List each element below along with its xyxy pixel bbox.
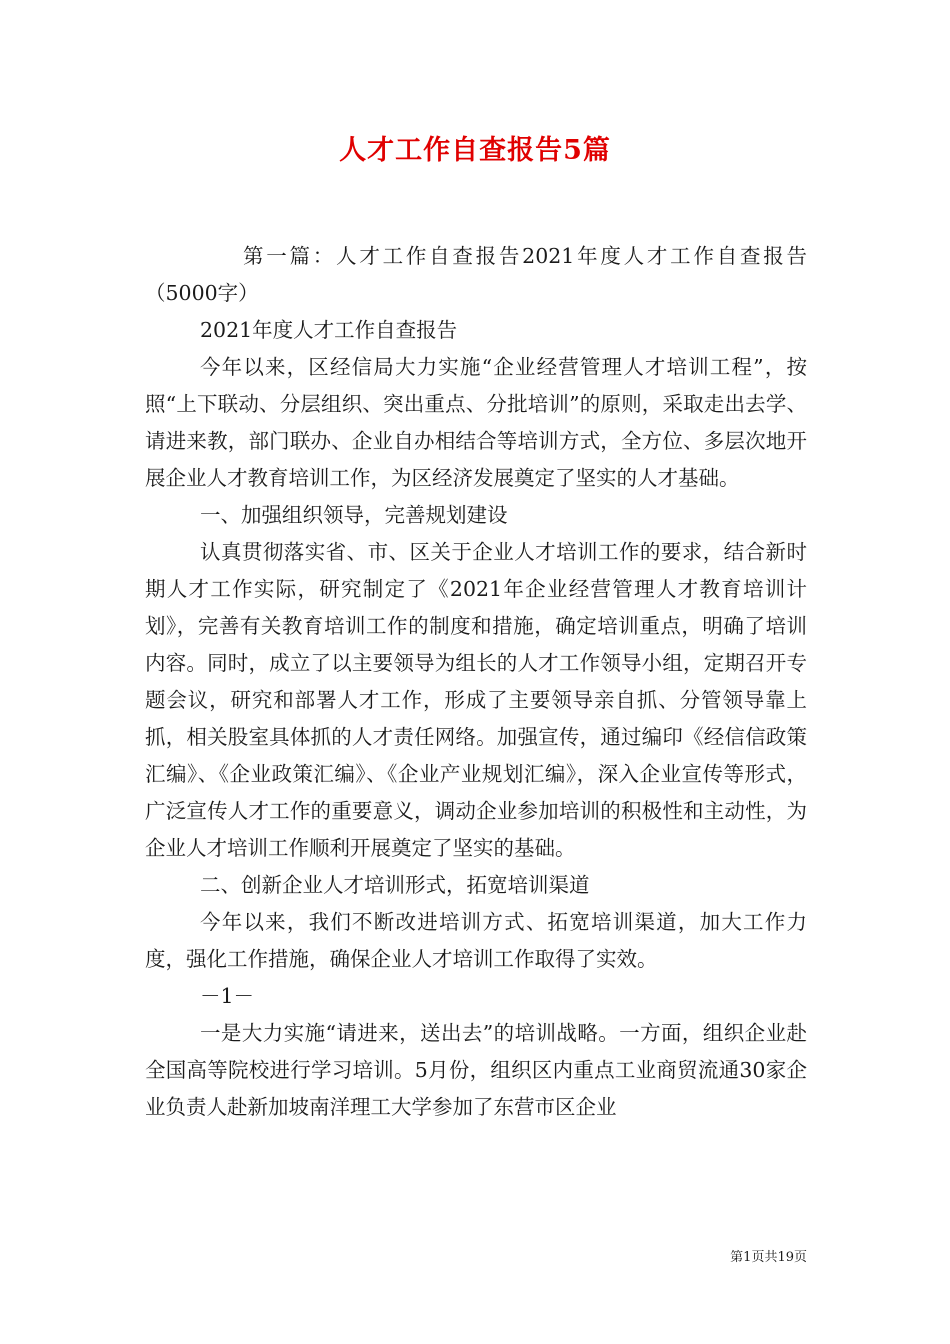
inline-page-number: －1－: [200, 984, 255, 1008]
document-title: 人才工作自查报告5篇: [339, 135, 611, 166]
paragraph-heading: 第一篇：人才工作自查报告2021年度人才工作自查报告（5000字）: [145, 244, 807, 305]
paragraph-intro: 今年以来，区经信局大力实施“企业经营管理人才培训工程”，按照“上下联动、分层组织、突出重点、分批培训”的原则，采取走出去学、请进来教，部门联办、企业自办相结合等培训方式，全方位、多层次地开展企业人才教育培训工作，为区经济发展奠定了坚实的人才基础。: [145, 355, 807, 490]
document-body: [145, 238, 807, 1126]
page-footer: 第1页共19页: [730, 1250, 807, 1265]
paragraph-section-1: 认真贯彻落实省、市、区关于企业人才培训工作的要求，结合新时期人才工作实际，研究制定了《2021年企业经营管理人才教育培训计划》，完善有关教育培训工作的制度和措施，确定培训重点，明确了培训内容。同时，成立了以主要领导为组长的人才工作领导小组，定期召开专题会议，研究和部署人才工作，形成了主要领导亲自抓、分管领导靠上抓，相关股室具体抓的人才责任网络。加强宣传，通过编印《经信信政策汇编》、《企业政策汇编》、《企业产业规划汇编》，深入企业宣传等形式，广泛宣传人才工作的重要意义，调动企业参加培训的积极性和主动性，为企业人才培训工作顺利开展奠定了坚实的基础。: [145, 540, 807, 860]
paragraph-subtitle: 2021年度人才工作自查报告: [200, 318, 458, 342]
section-heading-1: 一、加强组织领导，完善规划建设: [200, 503, 508, 527]
paragraph-section-2: 今年以来，我们不断改进培训方式、拓宽培训渠道，加大工作力度，强化工作措施，确保企业人才培训工作取得了实效。: [145, 910, 807, 971]
section-heading-2: 二、创新企业人才培训形式，拓宽培训渠道: [200, 873, 590, 897]
paragraph-strategy: 一是大力实施“请进来，送出去”的培训战略。一方面，组织企业赴全国高等院校进行学习培训。5月份，组织区内重点工业商贸流通30家企业负责人赴新加坡南洋理工大学参加了东营市区企业: [145, 1021, 807, 1119]
